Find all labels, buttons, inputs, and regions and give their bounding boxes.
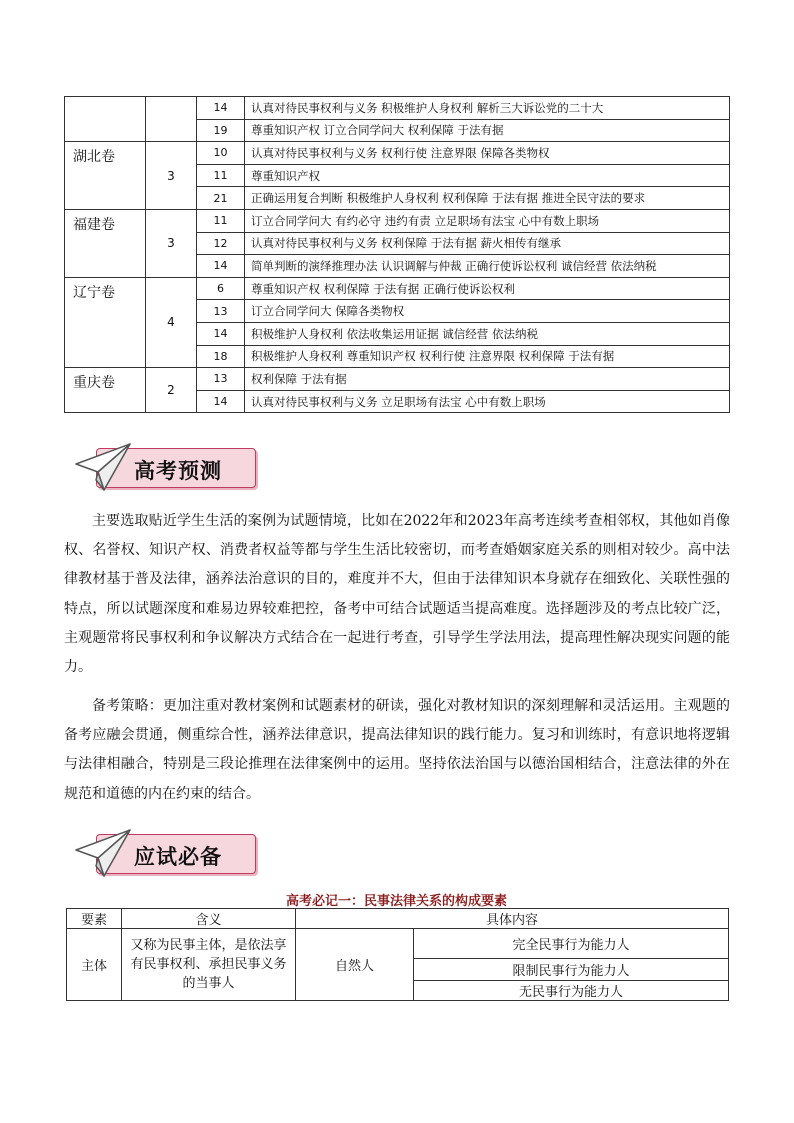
province-cell: 湖北卷 (65, 142, 146, 210)
question-count-cell: 4 (146, 277, 197, 367)
question-number-cell: 13 (197, 368, 245, 391)
knowledge-point-cell: 尊重知识产权 (245, 164, 730, 187)
forecast-paragraph-2: 备考策略：更加注重对教材案例和试题素材的研读，强化对教材知识的深刻理解和灵活运用。主观题的备考应融会贯通，侧重综合性，涵养法律意识，提高法律知识的践行能力。复习和训练时，有意识地将逻辑与法律相融合，特别是三段论推理在法律案例中的运用。坚持依法治国与以德治国相结合，注意法律的外在规范和道德的内在约束的结合。 (64, 698, 730, 802)
question-number-cell: 6 (197, 277, 245, 300)
question-count-cell: 3 (146, 209, 197, 277)
forecast-title: 高考预测 (134, 459, 222, 483)
question-number-cell: 18 (197, 345, 245, 368)
forecast-banner (72, 440, 262, 500)
question-number-cell: 11 (197, 209, 245, 232)
knowledge-point-cell: 认真对待民事权利与义务 立足职场有法宝 心中有数上职场 (245, 390, 730, 413)
header-definition: 含义 (122, 909, 296, 929)
knowledge-point-cell: 认真对待民事权利与义务 权利保障 于法有据 薪火相传有继承 (245, 232, 730, 255)
table-row (65, 209, 730, 232)
knowledge-point-cell: 订立合同学问大 有约必守 违约有责 立足职场有法宝 心中有数上职场 (245, 209, 730, 232)
question-number-cell: 11 (197, 164, 245, 187)
question-number-cell: 14 (197, 255, 245, 278)
exam-title: 应试必备 (134, 845, 222, 869)
question-count-cell: 2 (146, 368, 197, 413)
item-full-capacity: 完全民事行为能力人 (414, 929, 729, 959)
province-cell (65, 97, 146, 142)
knowledge-point-cell: 订立合同学问大 保障各类物权 (245, 300, 730, 323)
knowledge-point-cell: 简单判断的演绎推理办法 认识调解与仲裁 正确行使诉讼权利 诚信经营 依法纳税 (245, 255, 730, 278)
question-number-cell: 21 (197, 187, 245, 210)
province-cell: 福建卷 (65, 209, 146, 277)
table-row (65, 97, 730, 120)
item-no-capacity: 无民事行为能力人 (414, 981, 729, 1001)
question-number-cell: 12 (197, 232, 245, 255)
knowledge-point-cell: 积极维护人身权利 依法收集运用证据 诚信经营 依法纳税 (245, 322, 730, 345)
header-element: 要素 (67, 909, 122, 929)
question-number-cell: 14 (197, 390, 245, 413)
knowledge-point-cell: 正确运用复合判断 积极维护人身权利 权利保障 于法有据 推进全民守法的要求 (245, 187, 730, 210)
paper-plane-icon (72, 440, 136, 496)
table-header-row (67, 909, 729, 929)
item-limited-capacity: 限制民事行为能力人 (414, 959, 729, 981)
question-number-cell: 13 (197, 300, 245, 323)
table-row (65, 368, 730, 391)
question-number-cell: 19 (197, 119, 245, 142)
province-cell: 辽宁卷 (65, 277, 146, 367)
definition-cell: 又称为民事主体，是依法享有民事权利、承担民事义务的当事人 (122, 929, 296, 1001)
question-number-cell: 14 (197, 322, 245, 345)
exam-question-table (64, 96, 730, 413)
knowledge-point-cell: 认真对待民事权利与义务 权利行使 注意界限 保障各类物权 (245, 142, 730, 165)
forecast-paragraph-1: 主要选取贴近学生生活的案例为试题情境，比如在2022年和2023年高考连续考查相邻权，其他如肖像权、名誉权、知识产权、消费者权益等都与学生生活比较密切，而考查婚姻家庭关系的则相对较少。高中法律教材基于普及法律，涵养法治意识的目的，难度并不大，但由于法律知识本身就存在细致化、关联性强的特点，所以试题深度和难易边界较难把控，备考中可结合试题适当提高难度。选择题涉及的考点比较广泛，主观题常将民事权利和争议解决方式结合在一起进行考查，引导学生学法用法，提高理性解决现实问题的能力。 (64, 513, 730, 676)
table-row (65, 277, 730, 300)
requirements-caption: 高考必记一：民事法律关系的构成要素 (285, 894, 507, 909)
exam-banner (72, 826, 262, 886)
paper-plane-icon (72, 826, 136, 882)
table-row (67, 929, 729, 959)
element-cell: 主体 (67, 929, 122, 1001)
knowledge-point-cell: 权利保障 于法有据 (245, 368, 730, 391)
category-cell: 自然人 (296, 929, 414, 1001)
question-count-cell: 3 (146, 142, 197, 210)
requirements-table (66, 908, 729, 1001)
knowledge-point-cell: 积极维护人身权利 尊重知识产权 权利行使 注意界限 权利保障 于法有据 (245, 345, 730, 368)
table-row (65, 142, 730, 165)
question-number-cell: 10 (197, 142, 245, 165)
knowledge-point-cell: 尊重知识产权 订立合同学问大 权利保障 于法有据 (245, 119, 730, 142)
province-cell: 重庆卷 (65, 368, 146, 413)
header-content: 具体内容 (296, 909, 729, 929)
question-count-cell (146, 97, 197, 142)
knowledge-point-cell: 尊重知识产权 权利保障 于法有据 正确行使诉讼权利 (245, 277, 730, 300)
question-number-cell: 14 (197, 97, 245, 120)
knowledge-point-cell: 认真对待民事权利与义务 积极维护人身权利 解析三大诉讼党的二十大 (245, 97, 730, 120)
